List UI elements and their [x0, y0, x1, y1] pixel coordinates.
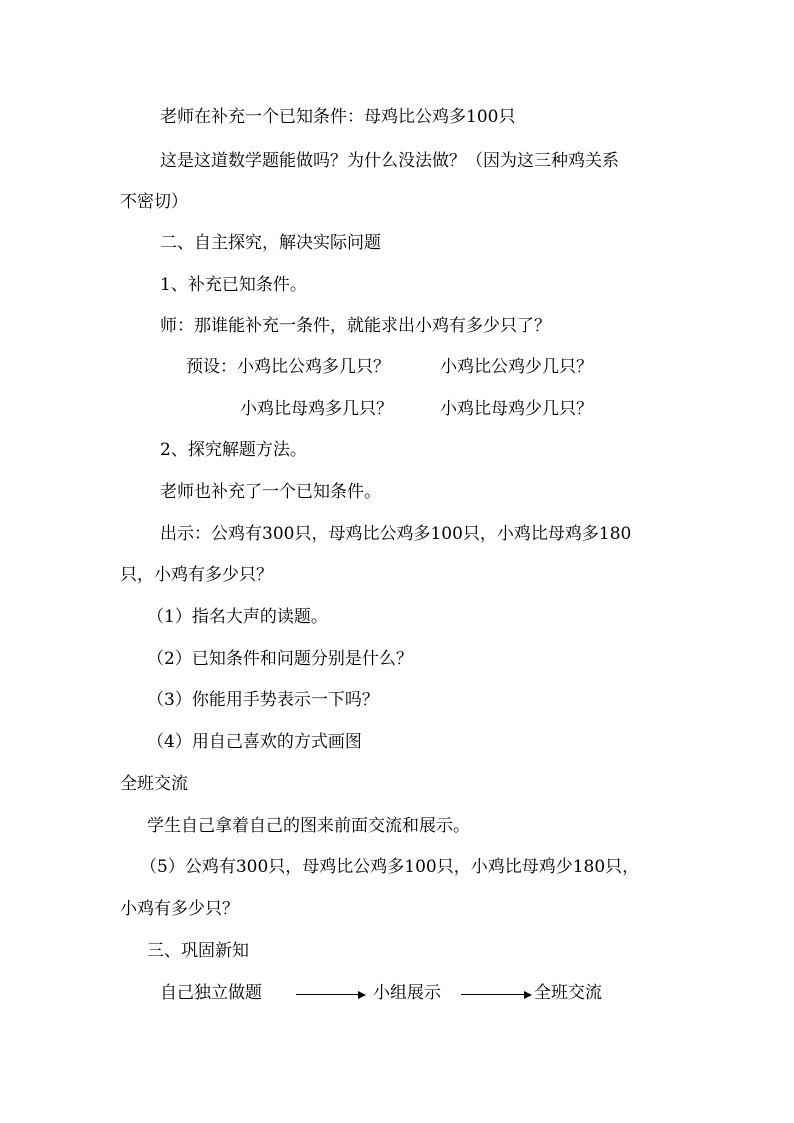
text-line-19: （5）公鸡有300只，母鸡比公鸡多100只，小鸡比母鸡少180只，: [140, 857, 640, 877]
text-line-9: 2、探究解题方法。: [160, 440, 307, 460]
text-line-8b: 小鸡比母鸡少几只？: [440, 399, 593, 419]
text-line-13: （1）指名大声的读题。: [147, 607, 328, 627]
text-line-8a: 小鸡比母鸡多几只？: [240, 399, 393, 419]
text-line-20: 小鸡有多少只？: [120, 899, 239, 919]
text-line-15: （3）你能用手势表示一下吗？: [147, 690, 379, 710]
text-line-12: 只，小鸡有多少只？: [120, 565, 273, 585]
section-heading-2: 二、自主探究，解决实际问题: [160, 233, 381, 253]
text-line-5: 1、补充已知条件。: [160, 275, 307, 295]
text-line-6: 师：那谁能补充一条件，就能求出小鸡有多少只了？: [160, 316, 551, 336]
section-heading-3: 三、巩固新知: [147, 941, 249, 961]
text-line-2: 这是这道数学题能做吗？为什么没法做？（因为这三种鸡关系: [160, 151, 619, 171]
text-line-11: 出示：公鸡有300只，母鸡比公鸡多100只，小鸡比母鸡多180: [160, 524, 632, 544]
text-line-17: 全班交流: [120, 774, 188, 794]
text-line-7b: 小鸡比公鸡少几只？: [440, 357, 593, 377]
text-line-16: （4）用自己喜欢的方式画图: [147, 732, 362, 752]
flow-step-2: 小组展示: [373, 983, 441, 1003]
text-line-10: 老师也补充了一个已知条件。: [160, 482, 381, 502]
text-line-3: 不密切）: [120, 192, 188, 212]
flow-step-3: 全班交流: [534, 983, 602, 1003]
text-line-1: 老师在补充一个已知条件：母鸡比公鸡多100只: [160, 107, 516, 127]
text-line-18: 学生自己拿着自己的图来前面交流和展示。: [147, 816, 470, 836]
text-line-7a: 预设：小鸡比公鸡多几只？: [186, 357, 390, 377]
flow-arrow-2: [461, 989, 532, 1001]
flow-arrow-1: [296, 989, 366, 1001]
text-line-14: （2）已知条件和问题分别是什么？: [147, 649, 413, 669]
flow-step-1: 自己独立做题: [160, 983, 262, 1003]
